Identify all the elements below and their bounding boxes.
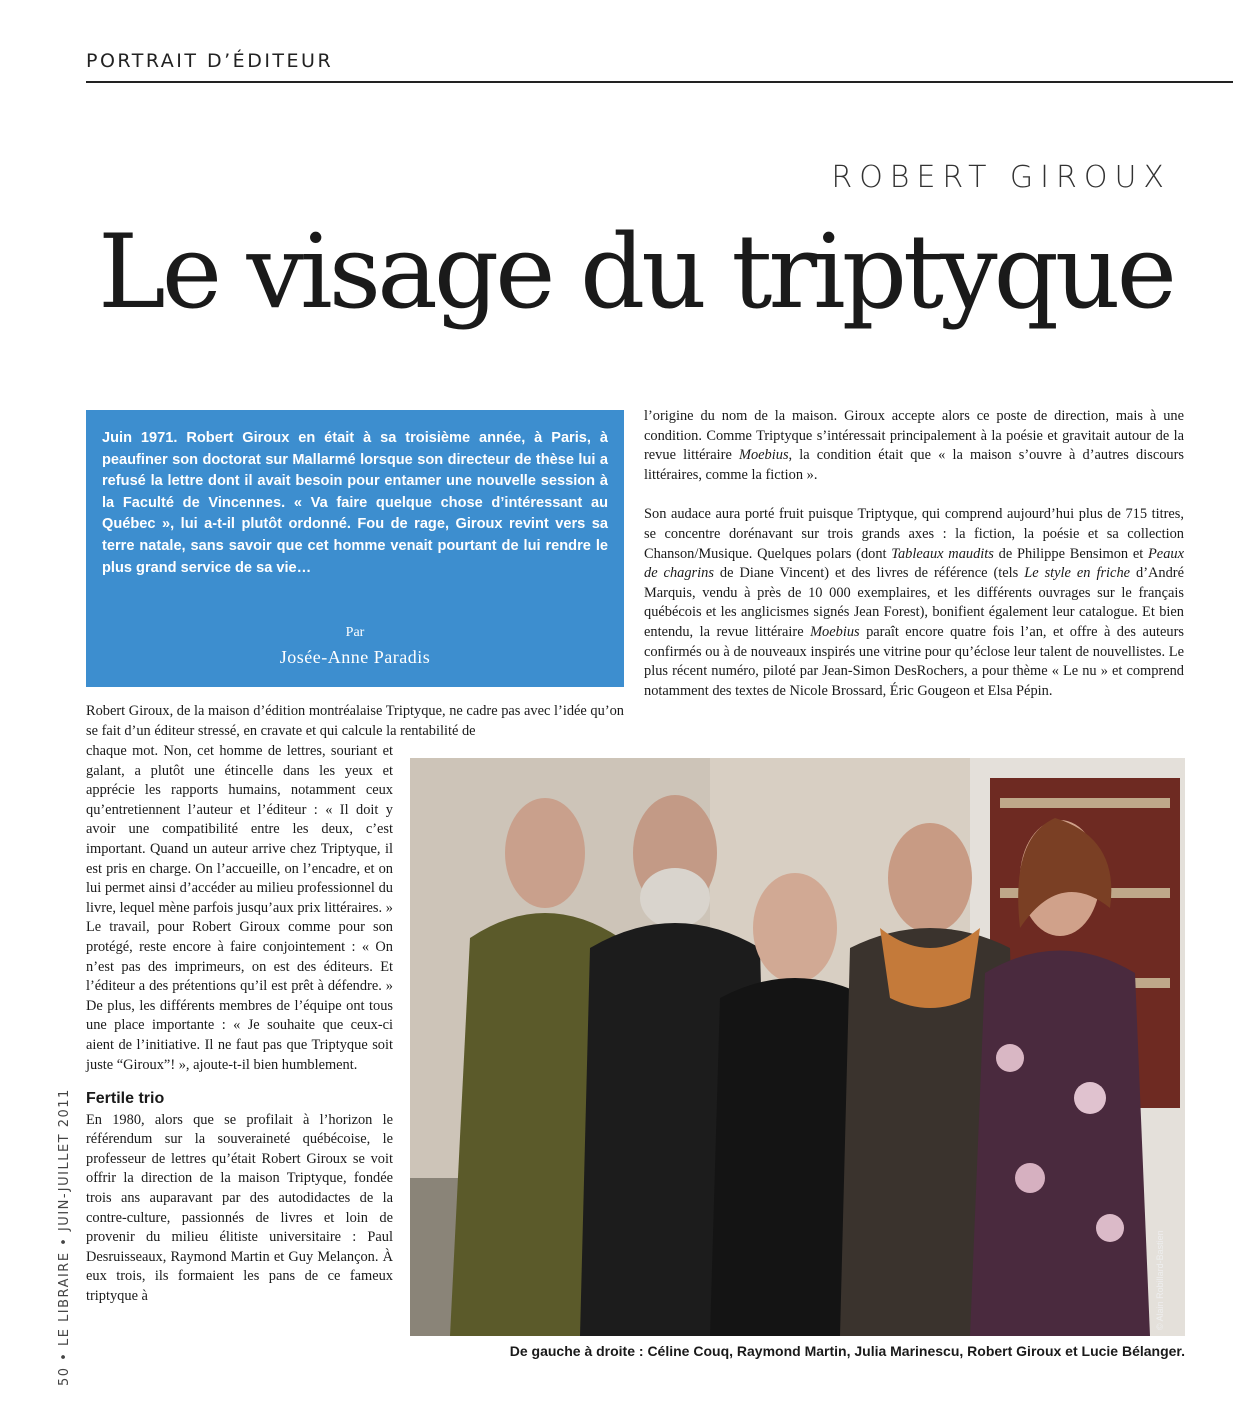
subject-name: ROBERT GIROUX bbox=[831, 160, 1171, 195]
body-paragraph: En 1980, alors que se profilait à l’horizon le référendum sur la souveraineté québécoise, le professeur de lettres qu’était Robert Giroux se voit offrir la direction de la maison Triptyque, fondée trois ans auparavant par des autodidactes de la contre-culture, passionnés de livres et loin de provenir du milieu élitiste universitaire : Paul Desruisseaux, Raymond Martin et Guy Melançon. À eux trois, ils formaient les pans de ce fameux triptyque à bbox=[86, 1111, 393, 1305]
header-rule bbox=[86, 81, 1233, 83]
body-paragraph: l’origine du nom de la maison. Giroux accepte alors ce poste de direction, mais à une condition. Comme Triptyque s’intéressait principalement à la poésie et gravitait autour de la revue littéraire Moebius, la condition était que « la maison s’ouvre à d’autres discours littéraires, comme la fiction ». bbox=[644, 408, 1184, 483]
intro-box bbox=[86, 410, 624, 687]
body-left-top bbox=[86, 702, 624, 741]
body-right-column bbox=[644, 407, 1184, 701]
byline-author: Josée-Anne Paradis bbox=[279, 647, 431, 667]
byline-par: Par bbox=[345, 625, 365, 640]
body-paragraph: Robert Giroux, de la maison d’édition montréalaise Triptyque, ne cadre pas avec l’idée qu’on se fait d’un éditeur stressé, en cravate et qui calcule la rentabilité de bbox=[86, 703, 624, 739]
body-paragraph: chaque mot. Non, cet homme de lettres, souriant et galant, a plutôt une étincelle dans les yeux et apprécie les rapports humains, notamment ceux qu’entretiennent l’auteur et l’éditeur : « Il doit y avoir une compatibilité entre les deux, c’est important. Quand un auteur arrive chez Triptyque, il est pris en charge. On l’accueille, on l’encadre, et on lui permet ainsi d’accéder au milieu professionnel du livre, lequel mène parfois jusqu’aux prix littéraires. » Le travail, pour Robert Giroux comme pour son protégé, reste encore à faire conjointement : « On n’est pas des imprimeurs, on est des éditeurs. Et l’éditeur a des prétentions qu’il est prêt à défendre. » De plus, les différents membres de l’équipe ont tous une place importante : « Je souhaite que ceux-ci aient de l’initiative. Il ne faut pas que Triptyque soit juste “Giroux”! », ajoute-t-il bien humblement. bbox=[86, 743, 393, 1073]
body-left-column bbox=[86, 742, 393, 1307]
photo-credit: © Alain Robillard-Bastien bbox=[1155, 1230, 1165, 1330]
section-label: PORTRAIT D’ÉDITEUR bbox=[86, 50, 334, 72]
photo-caption: De gauche à droite : Céline Couq, Raymond Martin, Julia Marinescu, Robert Giroux et Lucie Bélanger. bbox=[509, 1343, 1185, 1359]
body-paragraph: Son audace aura porté fruit puisque Triptyque, qui comprend aujourd’hui plus de 715 titres, se concentre dorénavant sur trois grands axes : la fiction, la poésie et sa collection Chanson/Musique. Quelques polars (dont Tableaux maudits de Philippe Bensimon et Peaux de chagrins de Diane Vincent) et des livres de référence (tels Le style en friche d’André Marquis, vendu à près de 10 000 exemplaires, et les différents ouvrages sur le français québécois et les anglicismes signés Jean Forest), bonifient également leur catalogue. Et bien entendu, la revue littéraire Moebius paraît encore quatre fois l’an, et offre à des auteurs confirmés ou à de nouveaux inspirés une vitrine pour qu’éclose leur talent de nouvellistes. Le plus récent numéro, piloté par Jean-Simon DesRochers, a pour thème « Le nu » et comprend notamment des textes de Nicole Brossard, Éric Gougeon et Elsa Pépin. bbox=[644, 506, 1184, 699]
group-photo bbox=[410, 758, 1185, 1336]
folio: 50 • LE LIBRAIRE • JUIN-JUILLET 2011 bbox=[57, 1088, 72, 1386]
subhead: Fertile trio bbox=[86, 1090, 165, 1108]
intro-text: Juin 1971. Robert Giroux en était à sa troisième année, à Paris, à peaufiner son doctorat sur Mallarmé lorsque son directeur de thèse lui a refusé la lettre dont il avait besoin pour entamer une nouvelle session à la Faculté de Vincennes. « Va faire quelque chose d’intéressant au Québec », lui a-t-il plutôt ordonné. Fou de rage, Giroux revint vers sa terre natale, sans savoir que cet homme venait pourtant de lui rendre le plus grand service de sa vie… bbox=[102, 430, 608, 576]
headline: Le visage du triptyque bbox=[97, 213, 1173, 332]
